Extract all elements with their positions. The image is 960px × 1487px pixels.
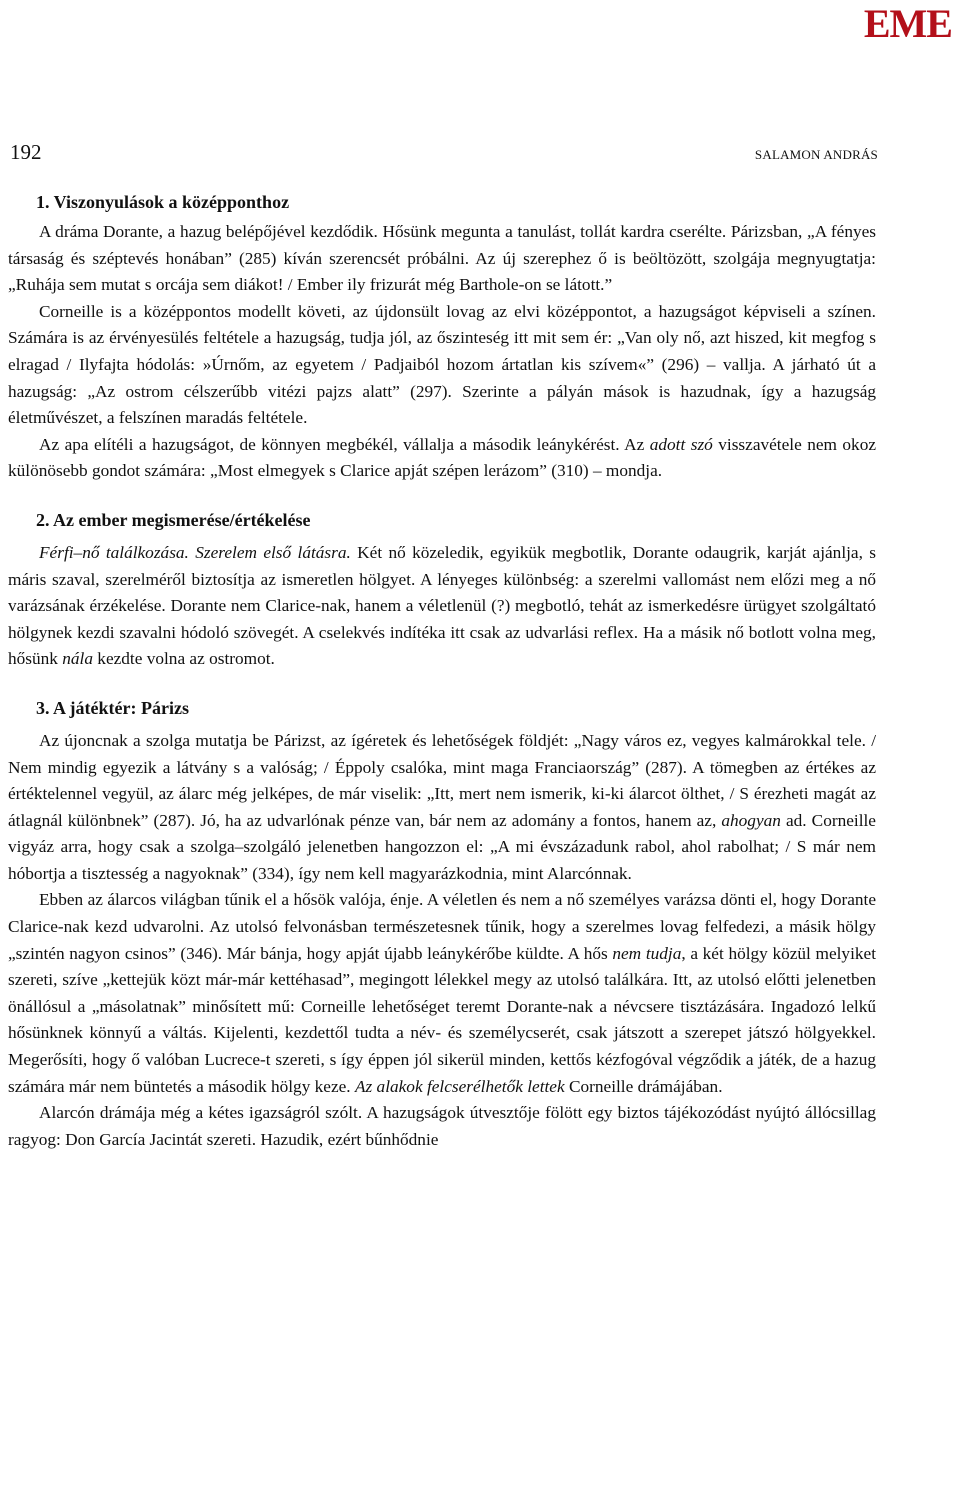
text-run: kezdte volna az ostromot. xyxy=(92,649,275,669)
section-3-paragraph-2 xyxy=(8,887,876,1100)
text-run: Az apa elítéli a hazugságot, de könnyen megbékél, vállalja a második leánykérést. Az xyxy=(39,434,650,454)
text-run: Ebben az álarcos világban tűnik el a hősök valója, énje. A véletlen és nem a nő személyes varázsa dönti el, hogy Dorante Clarice-nak kezd udvarolni. Az utolsó felvonásban természetesnek tűnik, hogy a szerelmes lovag felfedezi, a másik hölgy „szintén nagyon csinos” (346). Már bánja, hogy apját újabb leánykérőbe küldte. A hős xyxy=(8,890,876,963)
section-2-heading: 2. Az ember megismerése/értékelése xyxy=(36,509,311,530)
running-head-author: SALAMON ANDRÁS xyxy=(754,147,878,162)
section-1-paragraph-2: Corneille is a középpontos modellt követi, az újdonsült lovag az elvi középpontot, a hazugságot képviseli a színen. Számára is az érvényesülés feltétele a hazugság, tudja jól, az őszinteség itt mit sem ér: „Van oly nő, azt hiszed, kit megfog s elragad / Ilyfajta hódolás: »Úrnőm, az egyetem / Padjaiból hozom ártatlan kis szívem«” (296) – vallja. A járható út a hazugság: „Az ostrom célszerűbb vitézi pajzs alatt” (297). Szerinte a pályán mások is hazudnak, így a hazugság életművészet, a felszínen maradás feltétele. xyxy=(8,301,876,428)
text-run: , a két hölgy közül melyiket szereti, szíve „kettejük közt már-már kettéhasad”, megingott lélekkel megy az utolsó találkára. Itt, az utolsó előtti jelenetben önállósul a „másolatnak” minősített mű: Corneille lehetőséget teremt Dorante-nak a névcsere tisztázására. Ingadozó lelkű hősünknek könnyű a váltás. Kijelenti, kezdettől tudta a név- és személycserét, csak játszott a szerepet játszó hölgyekkel. Megerősíti, hogy ő valóban Lucrece-t szereti, s így éppen jól sikerül minden, kettős kézfogóval végződik a játék, de a hazug számára már nem büntetés a második hölgy keze. xyxy=(8,943,876,1096)
running-head xyxy=(10,140,878,165)
section-1-paragraph-1: A dráma Dorante, a hazug belépőjével kezdődik. Hősünk megunta a tanulást, tollát kardra cserélte. Párizsban, „A fényes társaság és széptevés honában” (285) kíván szerencsét próbálni. Az új szerephez ő is beöltözött, szolgája megnyugtatja: „Ruhája sem mutat s orcája sem diákot! / Ember ily frizurát még Barthole-on se látott.” xyxy=(8,222,876,295)
publisher-logo: EME xyxy=(863,1,952,46)
article-body xyxy=(8,188,876,1153)
text-run: visszavétele nem okoz különösebb gondot számára: „Most elmegyek s Clarice apját szépen lerázom” (310) – mondja. xyxy=(8,434,877,481)
page-number: 192 xyxy=(10,140,42,164)
emphasis-lead-in: Férfi–nő találkozása. Szerelem első látásra. xyxy=(39,542,351,562)
emphasis-nala: nála xyxy=(62,649,93,669)
section-3-heading: 3. A játéktér: Párizs xyxy=(36,697,189,718)
text-run: Két nő közeledik, egyikük megbotlik, Dorante odaugrik, karját ajánlja, s máris szaval, szerelméről biztosítja az ismeretlen hölgyet. A lényeges különbség: a szerelmi vallomást nem előzi meg a nő varázsának érzékelése. Dorante nem Clarice-nak, hanem a véletlenül (?) megbotló, tehát az ismerkedésre ürügyet szolgáltató hölgynek kezdi szavalni hódoló szövegét. A cselekvés indítéka itt csak az udvarlási reflex. Ha a másik nő botlott volna meg, hősünk xyxy=(8,542,876,669)
emphasis-nem-tudja: nem tudja xyxy=(612,943,682,963)
section-1-heading: 1. Viszonyulások a középponthoz xyxy=(36,192,290,212)
section-2-paragraph-1 xyxy=(8,540,876,673)
section-3-paragraph-1 xyxy=(8,728,876,888)
emphasis-felcserelhetok: Az alakok felcserélhetők lettek xyxy=(354,1076,565,1096)
emphasis-adott-szo: adott szó xyxy=(649,434,713,454)
section-3-paragraph-3: Alarcón drámája még a kétes igazságról szólt. A hazugságok útvesztője fölött egy biztos tájékozódást nyújtó állócsillag ragyog: Don García Jacintát szereti. Hazudik, ezért bűnhődnie xyxy=(8,1103,876,1149)
emphasis-ahogyan: ahogyan xyxy=(721,810,781,830)
section-1-paragraph-3 xyxy=(8,432,876,485)
text-run: Az újoncnak a szolga mutatja be Párizst, az ígéretek és lehetőségek földjét: „Nagy város ez, vegyes kalmárokkal tele. / Nem mindig egyezik a látvány s a valóság; / Éppoly csalóka, mint maga Franciaország” (287). A tömegben az értékes az értéktelennel vegyül, az álarc még jelképes, de már viselik: „Itt, mert nem ismerik, ki-ki álarcot ölthet, / S érezheti magát az átlagnál különbnek” (287). Jó, ha az udvarlónak pénze van, bár nem az adomány a fontos, hanem az, xyxy=(8,730,876,830)
text-run: ad. Corneille vigyáz arra, hogy csak a szolga–szolgáló jelenetben hangozzon el: „A mi évszázadunk rabol, ahol rabolhat; / S már nem hóbortja a tisztesség a nagyoknak” (334), így nem kell magyarázkodnia, mint Alarcónnak. xyxy=(8,810,876,883)
text-run: Corneille drámájában. xyxy=(564,1076,723,1096)
